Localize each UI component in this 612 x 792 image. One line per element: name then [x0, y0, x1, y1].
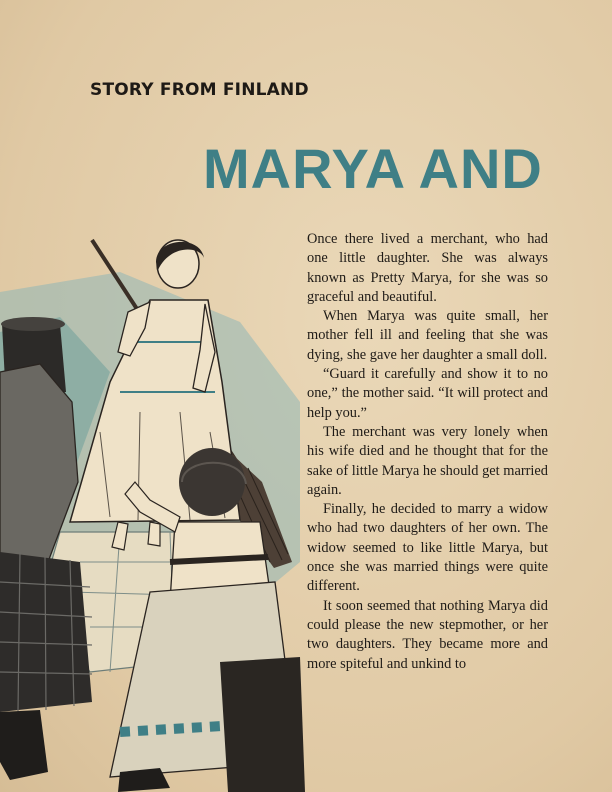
- girl-head: [179, 448, 245, 516]
- woman-left-boot: [0, 710, 48, 780]
- story-text: [307, 230, 548, 674]
- story-paragraph-2: When Marya was quite small, her mother fell ill and feeling that she was dying, she gave her daughter a small doll.: [307, 308, 548, 363]
- section-kicker: STORY FROM FINLAND: [90, 80, 309, 100]
- story-paragraph-4: The merchant was very lonely when his wife died and he thought that for the sake of little Marya he should get married again.: [307, 423, 548, 498]
- story-paragraph-3: “Guard it carefully and show it to no one,” the mother said. “It will protect and help you.”: [307, 366, 548, 421]
- marya-sweeping-illustration: [0, 232, 305, 792]
- stool: [220, 657, 305, 792]
- story-paragraph-1: Once there lived a merchant, who had one little daughter. She was always known as Pretty Marya, for she was so graceful and beautiful.: [307, 231, 548, 305]
- pot-rim: [1, 317, 65, 331]
- story-title: MARYA AND: [203, 137, 543, 200]
- story-paragraph-5: Finally, he decided to marry a widow who had two daughters of her own. The widow seemed to like little Marya, but once she was married things were quite different.: [307, 501, 548, 595]
- story-paragraph-6: It soon seemed that nothing Marya did could please the new stepmother, or her two daughters. They became more and more spiteful and unkind to: [307, 597, 548, 672]
